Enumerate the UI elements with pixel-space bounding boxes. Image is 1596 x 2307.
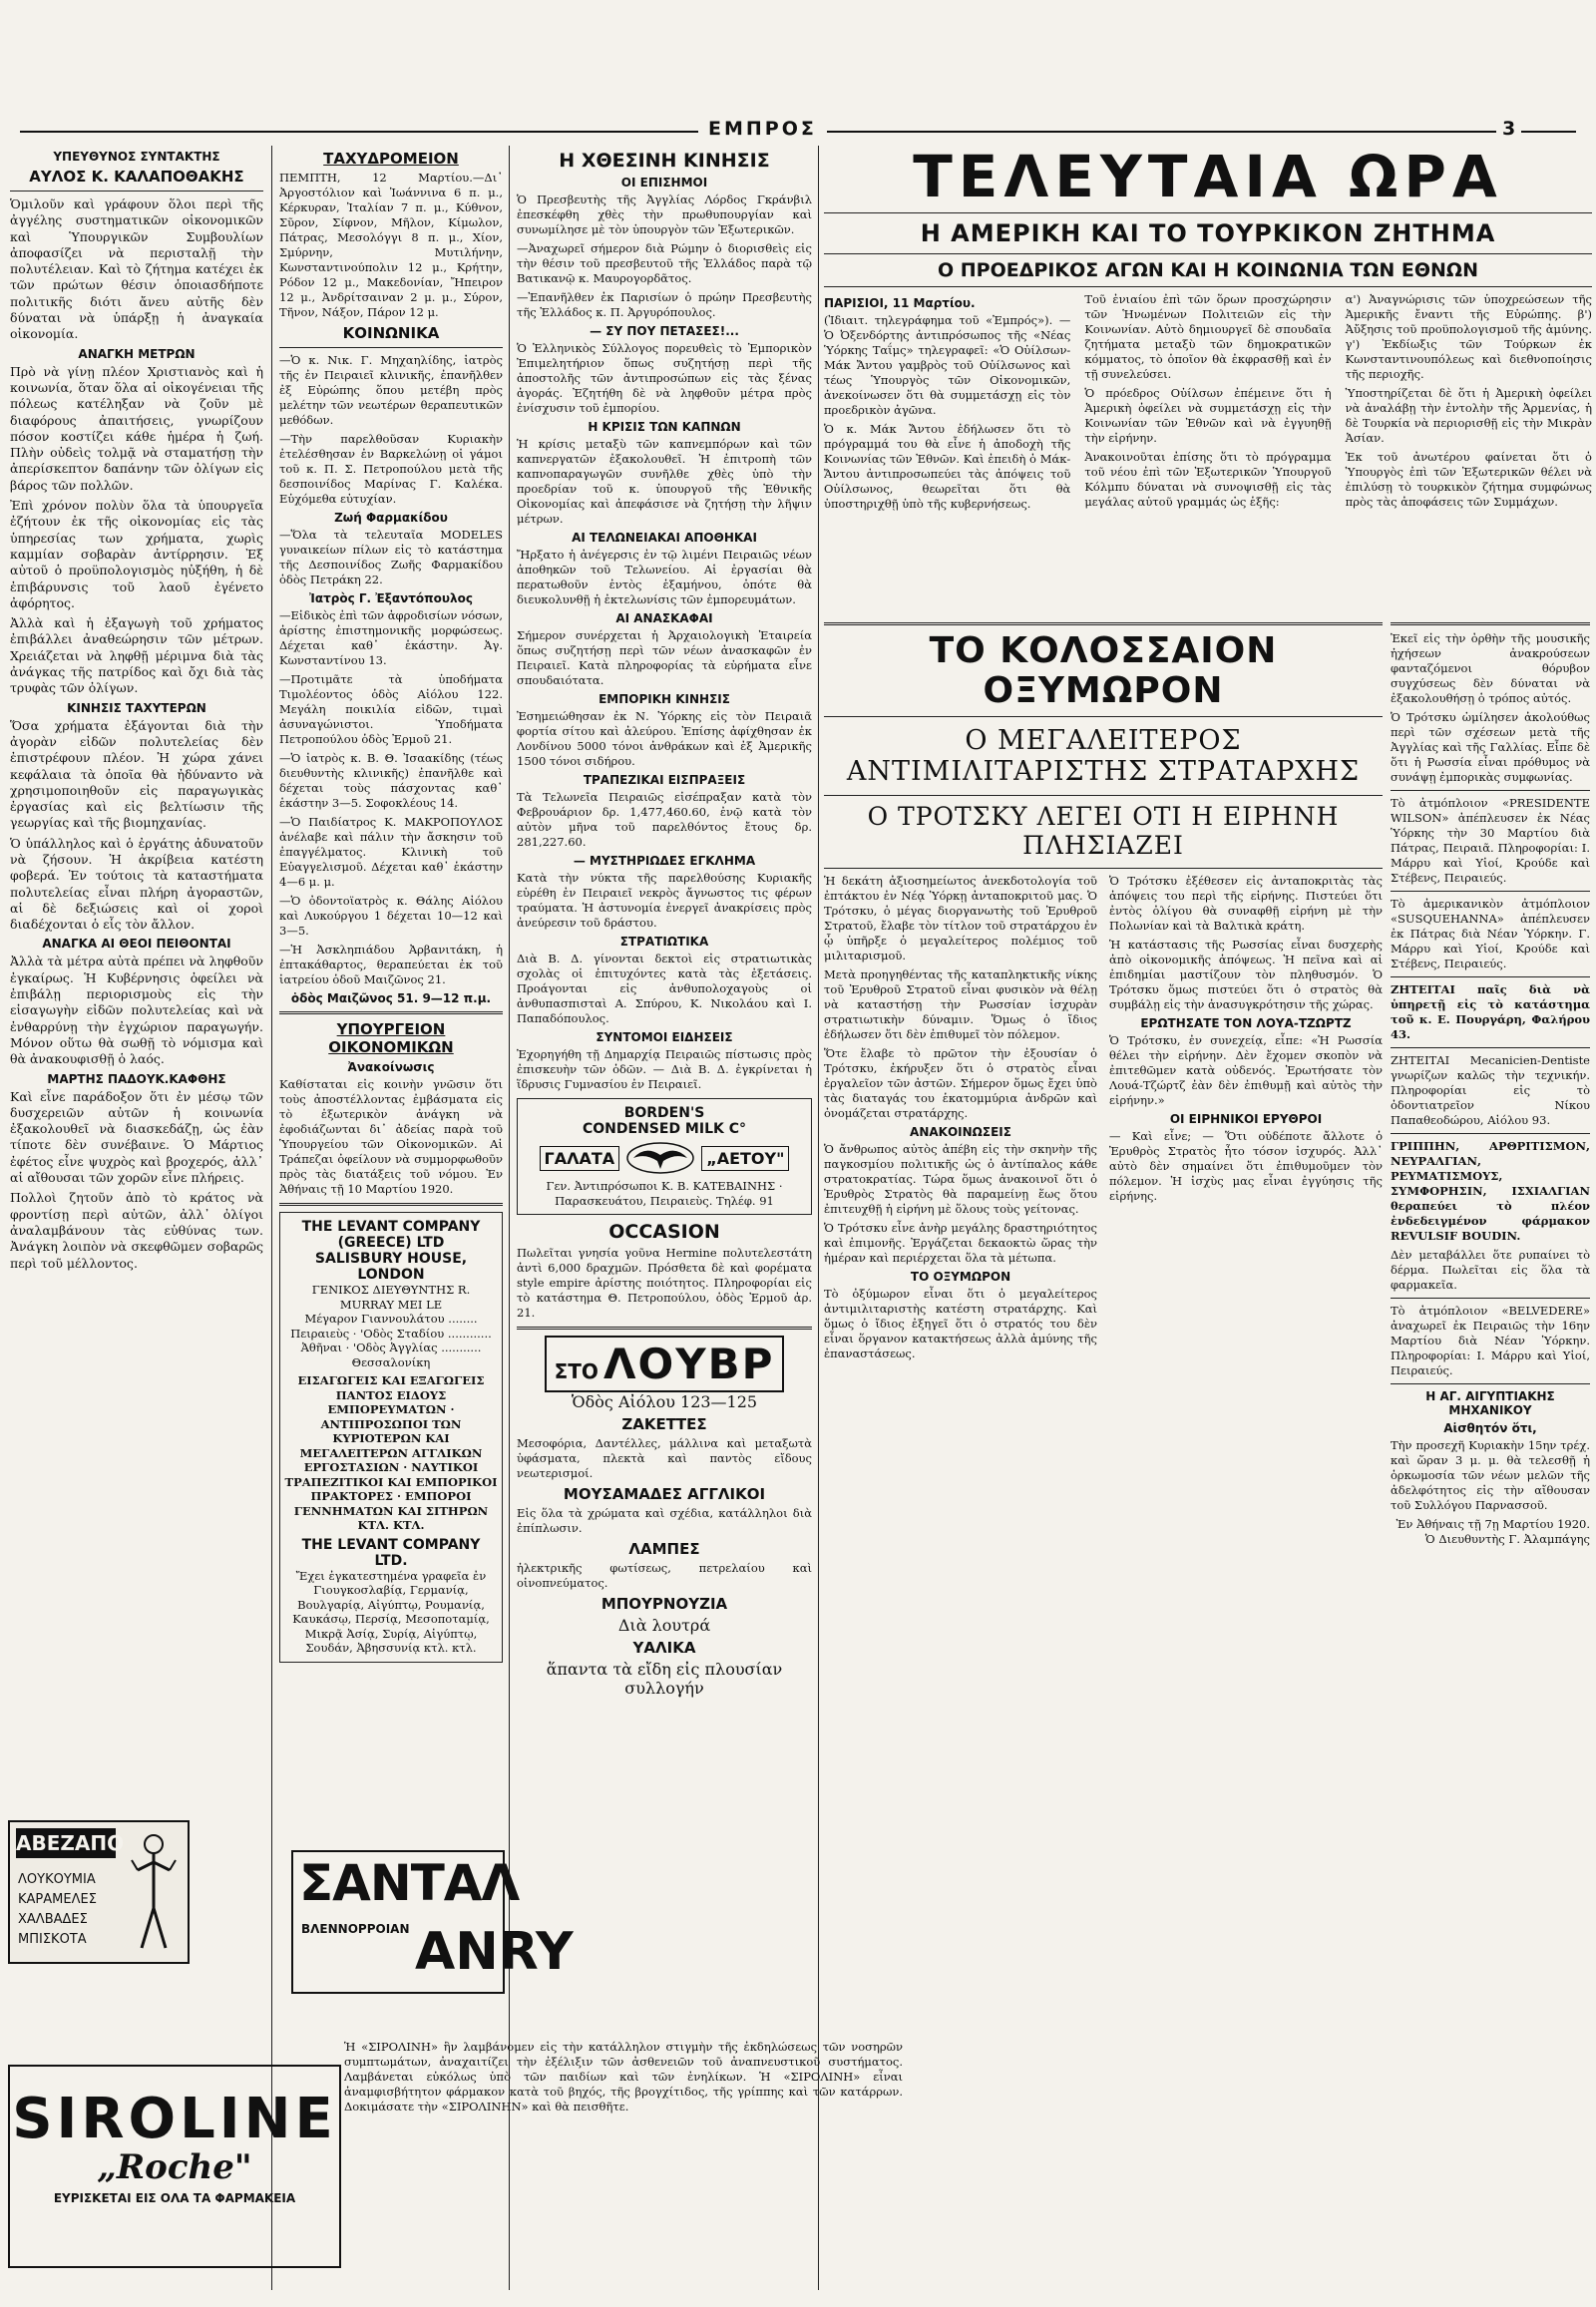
levant-company-ad bbox=[279, 1212, 503, 1663]
last-hour-paragraph: Ὁ κ. Μάκ Ἄντου ἐδήλωσεν ὅτι τὸ πρόγραμμά του θὰ εἶνε ἡ ἀποδοχὴ τῆς Κοινωνίας τῶν Ἐθνῶν. Καὶ ἐπειδὴ ὁ Μάκ-Ἄντου ἀντιπροσωπεύει τὰς ἀπόψεις τοῦ Οὐίλσωνος, θεωρεῖται ὅτι θὰ ὑποστηριχθῇ ὑπὸ τῆς κυβερνήσεως. bbox=[824, 422, 1071, 511]
lampes-text: ἠλεκτρικῆς φωτίσεως, πετρελαίου καὶ οἰνοπνεύματος. bbox=[517, 1561, 812, 1590]
news-subhead: ΑΙ ΤΕΛΩΝΕΙΑΚΑΙ ΑΠΟΘΗΚΑΙ bbox=[572, 531, 757, 545]
article-subhead: ΤΟ ΟΞΥΜΩΡΟΝ bbox=[910, 1270, 1011, 1284]
last-hour-paragraph: Ὑποστηρίζεται δὲ ὅτι ἡ Ἀμερικὴ ὀφείλει νὰ ἀναλάβῃ τὴν ἐντολὴν τῆς Ἀρμενίας, ἡ δὲ Τουρκία νὰ περιορισθῇ εἰς τὴν Μικρὰν Ἀσίαν. bbox=[1345, 386, 1592, 445]
levant-services: ΕΙΣΑΓΩΓΕΙΣ ΚΑΙ ΕΞΑΓΩΓΕΙΣ ΠΑΝΤΟΣ ΕΙΔΟΥΣ ΕΜΠΟΡΕΥΜΑΤΩΝ · ΑΝΤΙΠΡΟΣΩΠΟΙ ΤΩΝ ΚΥΡΙΟΤΕΡΩΝ ΚΑΙ ΜΕΓΑΛΕΙΤΕΡΩΝ ΑΓΓΛΙΚΩΝ ΕΡΓΟΣΤΑΣΙΩΝ · ΝΑΥΤΙΚΟΙ ΤΡΑΠΕΖΙΤΙΚΟΙ ΚΑΙ ΕΜΠΟΡΙΚΟΙ ΠΡΑΚΤΟΡΕΣ · ΕΜΠΟΡΟΙ ΓΕΝΝΗΜΑΤΩΝ ΚΑΙ ΣΙΤΗΡΩΝ ΚΤΛ. ΚΤΛ. bbox=[284, 1373, 498, 1532]
yalika-text: ἅπαντα τὰ εἴδη εἰς πλουσίαν συλλογήν bbox=[546, 1660, 783, 1698]
classified-signature: Ἐν Ἀθήναις τῇ 7ῃ Μαρτίου 1920. Ὁ Διευθυντὴς Γ. Ἀλαμπάγης bbox=[1396, 1517, 1590, 1546]
news-subhead: Η ΚΡΙΣΙΣ ΤΩΝ ΚΑΠΝΩΝ bbox=[588, 420, 741, 434]
louvre-logo bbox=[545, 1336, 785, 1392]
abezapo-product: ΧΑΛΒΑΔΕΣ bbox=[18, 1912, 88, 1927]
louvre-sto: ΣΤΟ bbox=[554, 1359, 598, 1383]
post-schedule: ΠΕΜΠΤΗ, 12 Μαρτίου.—Δι᾽ Ἀργοστόλιον καὶ Ἰωάννινα 6 π. μ., Κέρκυραν, Ἰταλίαν 7 π. μ., Κύθνον, Σῦρον, Σίφνον, Μῆλον, Κίμωλον, Πάτρας, Μεσολόγγι 8 π. μ., Χίον, Σμύρνην, Μυτιλήνην, Κωνσταντινούπολιν 12 μ., Κρήτην, Ρόδον 12 μ., Μακεδονίαν, Ἤπειρον 12 μ., Ἀνδρίτσαιναν 2 μ. μ., Σύρον, Τῆνον, Νάξον, Πάρον 12 μ. bbox=[279, 171, 503, 319]
section-head-finance: ΥΠΟΥΡΓΕΙΟΝ ΟΙΚΟΝΟΜΙΚΩΝ bbox=[328, 1020, 454, 1056]
levant2-text: Ἔχει ἐγκατεστημένα γραφεῖα ἐν Γιουγκοσλαβίᾳ, Γερμανίᾳ, Βουλγαρίᾳ, Αἰγύπτῳ, Ρουμανίᾳ, Καυκάσῳ, Περσίᾳ, Μεσοποταμίᾳ, Μικρᾷ Ἀσίᾳ, Συρίᾳ, Αἰγύπτῳ, Σουδάν, Ἀβησσυνίᾳ κτλ. κτλ. bbox=[292, 1568, 490, 1655]
editorial-subhead: ΜΑΡΤΗΣ ΠΑΔΟΥΚ.ΚΑΦΘΗΣ bbox=[47, 1071, 226, 1086]
oxymoron-columns bbox=[824, 874, 1383, 1365]
editorial-paragraph: Ὁμιλοῦν καὶ γράφουν ὅλοι περὶ τῆς ἀγγέλης συστηματικῶν οἰκονομικῶν καὶ Ὑπουργικῶν Συμβουλίων ἀποφασίζει νὰ περισταλῇ τὴν πολυτέλειαν. Καὶ τὸ ζήτημα κατέχει ἐκ τῶν πρώτων θέσιν ὁποιασδήποτε πολιτικῆς διότι ἄνευ αὐτῆς δὲν δύναται νὰ ὑπάρξῃ ἡ ἀναγκαία οἰκονομία. bbox=[10, 196, 263, 342]
news-subhead: ΑΙ ΑΝΑΣΚΑΦΑΙ bbox=[615, 611, 713, 625]
article-paragraph: — Καὶ εἶνε; — Ὅτι οὐδέποτε ἄλλοτε ὁ Ἐρυθρὸς Στρατὸς ἦτο τόσον ἰσχυρός. Ἀλλ᾽ αὐτὸ δὲν σημαίνει ὅτι ἐπιθυμοῦμεν τὸν πόλεμον. Ἡ ἰσχὺς μας εἶναι ἐγγύησις τῆς εἰρήνης. bbox=[1109, 1129, 1383, 1203]
social-item: —Τὴν παρελθοῦσαν Κυριακὴν ἐτελέσθησαν ἐν Βαρκελώνῃ οἱ γάμοι τοῦ κ. Π. Σ. Πετροπούλου μετὰ τῆς δεσποινίδος Μαρίνας Γ. Καλέκα. Εὐχόμεθα εὐτυχίαν. bbox=[279, 432, 503, 506]
last-hour-paragraph: Ὁ πρόεδρος Οὐίλσων ἐπέμεινε ὅτι ἡ Ἀμερικὴ ὀφείλει νὰ συμμετάσχῃ εἰς τὴν Κοινωνίαν τῶν Ἐθνῶν καὶ νὰ ἐγγυηθῇ τὴν εἰρήνην. bbox=[1084, 386, 1332, 445]
last-hour-paragraph: (Ἰδιαιτ. τηλεγράφημα τοῦ «Ἐμπρός»). — Ὁ Ὀξενδόρτης ἀντιπρόσωπος τῆς «Νέας Ὑόρκης Ταΐμς» τηλεγραφεῖ: «Ὁ Οὐίλσων-Μάκ Ἄντου γαμβρὸς τοῦ Οὐίλσωνος καὶ τέως Ὑπουργὸς τῶν Οἰκονομικῶν, ἀνεκοίνωσεν ὅτι θὰ συμμετάσχῃ εἰς τὸν προεδρικὸν ἀγῶνα. bbox=[824, 313, 1071, 417]
aetou-label: „ΑΕΤΟΥ" bbox=[701, 1146, 789, 1171]
news-item: Κατὰ τὴν νύκτα τῆς παρελθούσης Κυριακῆς εὑρέθη ἐν Πειραιεῖ νεκρὸς ἄγνωστος τις φέρων τραύματα. Ἡ ἀστυνομία ἐνεργεῖ ἀνακρίσεις πρὸς ἀνεύρεσιν τοῦ δράστου. bbox=[517, 871, 812, 930]
news-item: Ἐχορηγήθη τῇ Δημαρχίᾳ Πειραιῶς πίστωσις πρὸς ἐπισκευὴν τῶν ὁδῶν. — Διὰ Β. Δ. ἐγκρίνεται ἡ ἵδρυσις Γυμνασίου ἐν Πειραιεῖ. bbox=[517, 1047, 812, 1091]
section-head-post: ΤΑΧΥΔΡΟΜΕΙΟΝ bbox=[323, 150, 459, 168]
abezapo-ad bbox=[8, 1820, 190, 1964]
article-paragraph: Ὁ Τρότσκυ εἶνε ἀνὴρ μεγάλης δραστηριότητος καὶ ἐπιμονῆς. Ἐργάζεται δεκαοκτὼ ὥρας τὴν ἡμέραν καὶ περιέρχεται ὅλα τὰ μέτωπα. bbox=[824, 1221, 1097, 1265]
finance-notice: Καθίσταται εἰς κοινὴν γνῶσιν ὅτι τοὺς ἀποστέλλοντας ἐμβάσματα εἰς τὸ ἐξωτερικὸν ἀνάγκη νὰ ἐφοδιάζωνται δι᾽ ἀδείας παρὰ τοῦ Ὑπουργείου τῶν Οἰκονομικῶν. Αἱ Τράπεζαι ὀφείλουν νὰ συμμορφωθοῦν πρὸς τὰς διατάξεις τοῦ νόμου. Ἐν Ἀθήναις τῇ 10 Μαρτίου 1920. bbox=[279, 1077, 503, 1196]
news-subhead: ΣΤΡΑΤΙΩΤΙΚΑ bbox=[619, 935, 709, 949]
oxymoron-subhead: Ο ΜΕΓΑΛΕΙΤΕΡΟΣ ΑΝΤΙΜΙΛΙΤΑΡΙΣΤΗΣ ΣΤΡΑΤΑΡΧΗΣ bbox=[846, 725, 1361, 787]
siroline-title: SIROLINE bbox=[12, 2087, 337, 2151]
lampes-head: ΛΑΜΠΕΣ bbox=[628, 1540, 700, 1558]
article-paragraph: Ὁ Τρότσκυ ἐξέθεσεν εἰς ἀνταποκριτὰς τὰς ἀπόψεις του περὶ τῆς εἰρήνης. Πιστεύει ὅτι ἐντὸς ὀλίγου θὰ συναφθῇ εἰρήνη μὲ τὴν Πολωνίαν καὶ τὰ Βαλτικὰ κράτη. bbox=[1109, 874, 1383, 933]
levant2-name: THE LEVANT COMPANY LTD. bbox=[301, 1536, 481, 1569]
yalika-head: ΥΑΛΙΚΑ bbox=[632, 1639, 696, 1657]
news-item: Διὰ Β. Δ. γίνονται δεκτοὶ εἰς στρατιωτικὰς σχολὰς οἱ ἐπιτυχόντες κατὰ τὰς ἐξετάσεις. Προάγονται εἰς ἀνθυπολοχαγοὺς οἱ ἀνθυπασπισταὶ Α. Σπύρου, Κ. Νικολάου καὶ Ι. Παπαδόπουλος. bbox=[517, 952, 812, 1025]
editor-name: ΑΥΛΟΣ Κ. ΚΑΛΑΠΟΘΑΚΗΣ bbox=[29, 168, 244, 186]
louvre-address: Ὁδὸς Αἰόλου 123—125 bbox=[571, 1392, 758, 1411]
social-item: —Ὅλα τὰ τελευταῖα MODELES γυναικείων πίλων εἰς τὸ κατάστημα τῆς Δεσποινίδος Ζωῆς Φαρμακίδου ὁδὸς Πετράκη 22. bbox=[279, 528, 503, 586]
social-address: ὁδὸς Μαιζῶνος 51. 9—12 π.μ. bbox=[290, 991, 492, 1005]
santal-ad bbox=[291, 1850, 574, 1994]
editor-label: ΥΠΕΥΘΥΝΟΣ ΣΥΝΤΑΚΤΗΣ bbox=[53, 150, 220, 164]
article-paragraph: Ἡ κατάστασις τῆς Ρωσσίας εἶναι δυσχερὴς ἀπὸ οἰκονομικῆς ἀπόψεως. Ἡ πεῖνα καὶ αἱ ἐπιδημίαι μαστίζουν τὸν πληθυσμόν. Ὁ Τρότσκυ ὅμως πιστεύει ὅτι ὁ στρατὸς θὰ συμβάλῃ εἰς τὴν ἀνασυγκρότησιν τῆς χώρας. bbox=[1109, 938, 1383, 1011]
levant-offices: Μέγαρον Γιαννουλάτου ........ Πειραιεὺς · 'Οδὸς Σταδίου ............ Ἀθῆναι · 'Οδὸς Ἀγγλίας ........... Θεσσαλονίκη bbox=[290, 1312, 492, 1369]
santal-anry: ANRY bbox=[415, 1922, 574, 1982]
editorial-paragraph: Ὁ ὑπάλληλος καὶ ὁ ἐργάτης ἀδυνατοῦν νὰ ζήσουν. Ἡ ἀκρίβεια κατέστη φοβερά. Ἐν τούτοις τὰ καταστήματα πολυτελείας εἶναι πλήρη ἀγοραστῶν, αἱ δὲ δεξιώσεις καὶ οἱ χοροὶ διαδέχονται ὁ εἷς τὸν ἄλλον. bbox=[10, 835, 263, 933]
editorial-subhead: ΚΙΝΗΣΙΣ ΤΑΧΥΤΕΡΩΝ bbox=[67, 700, 206, 715]
mpournouzia-head: ΜΠΟΥΡΝΟΥΖΙΑ bbox=[600, 1595, 728, 1613]
masthead-title: ΕΜΠΡΟΣ bbox=[698, 118, 827, 140]
news-item: —Ἀναχωρεῖ σήμερον διὰ Ρώμην ὁ διορισθεὶς εἰς τὴν θέσιν τοῦ πρεσβευτοῦ τῆς Ἑλλάδος παρὰ τῷ Βατικανῷ κ. Μαυρογορδᾶτος. bbox=[517, 241, 812, 285]
oxymoron-subhead-2: Ο ΤΡΟΤΣΚΥ ΛΕΓΕΙ ΟΤΙ Η ΕΙΡΗΝΗ ΠΛΗΣΙΑΖΕΙ bbox=[867, 802, 1340, 860]
article-paragraph: Μετὰ προηγηθέντας τῆς καταπληκτικῆς νίκης τοῦ Ἐρυθροῦ Στρατοῦ εἶναι φυσικὸν νὰ θέλῃ νὰ καταστήσῃ τὴν Ρωσσίαν ἰσχυρὰν στρατιωτικὴν δύναμιν. Ὅμως ὁ ἴδιος ἐδήλωσεν ὅτι δὲν ἐπιθυμεῖ τὸν πόλεμον. bbox=[824, 967, 1097, 1041]
classified-item: ΓΡΙΠΠΗΝ, ΑΡΘΡΙΤΙΣΜΟΝ, ΝΕΥΡΑΛΓΙΑΝ, ΡΕΥΜΑΤΙΣΜΟΥΣ, ΣΥΜΦΟΡΗΣΙΝ, ΙΣΧΙΑΛΓΙΑΝ θεραπεύει τὸ πλέον ἐνδεδειγμένον φάρμακον REVULSIF BOUDIN. bbox=[1391, 1139, 1590, 1243]
social-name: Ἰατρὸς Γ. Ἐξαντόπουλος bbox=[309, 591, 473, 605]
column-rule bbox=[271, 146, 272, 2290]
news-subhead: ΕΜΠΟΡΙΚΗ ΚΙΝΗΣΙΣ bbox=[598, 692, 730, 706]
article-subhead: ΕΡΩΤΗΣΑΤΕ ΤΟΝ ΛΟΥΑ-ΤΖΩΡΤΖ bbox=[1140, 1016, 1352, 1030]
levant-manager: ΓΕΝΙΚΟΣ ΔΙΕΥΘΥΝΤΗΣ R. MURRAY MEI LE bbox=[311, 1283, 471, 1312]
editorial-paragraph: Ἀλλὰ τὰ μέτρα αὐτὰ πρέπει νὰ ληφθοῦν ἐγκαίρως. Ἡ Κυβέρνησις ὀφείλει νὰ ἐπιβάλῃ περιορισμοὺς εἰς τὴν εἰσαγωγὴν εἰδῶν πολυτελείας καὶ νὰ ἐνθαρρύνῃ τὴν ἐγχώριον παραγωγήν. Μόνον οὕτω θὰ σωθῇ τὸ νόμισμα καὶ θὰ ἀνακουφισθῇ ὁ λαός. bbox=[10, 954, 263, 1067]
abezapo-product: ΛΟΥΚΟΥΜΙΑ bbox=[18, 1872, 96, 1887]
column-classifieds bbox=[1391, 616, 1590, 1551]
louvre-text: Μεσοφόρια, Δαντέλλες, μάλλινα καὶ μεταξωτὰ ὑφάσματα, πλεκτὰ καὶ παντὸς εἴδους νεωτερισμοί. bbox=[517, 1436, 812, 1480]
oxymoron-title: ΤΟ ΚΟΛΟΣΣΑΙΟΝ ΟΞΥΜΩΡΟΝ bbox=[929, 630, 1278, 711]
article-paragraph: Ὁ ἄνθρωπος αὐτὸς ἀπέβη εἰς τὴν σκηνὴν τῆς παγκοσμίου πολιτικῆς ὡς ὁ ἀντίπαλος κάθε στρατοκρατίας. Τώρα ὅμως ἀνακοινοῖ ὅτι ὁ Ἐρυθρὸς Στρατὸς θὰ παραμείνῃ ἕως ὅτου ἐπιτευχθῇ ἡ εἰρήνη μὲ ὅλους τοὺς γείτονας. bbox=[824, 1142, 1097, 1216]
social-name: Ζωή Φαρμακίδου bbox=[334, 511, 448, 525]
siroline-ad bbox=[8, 2065, 341, 2268]
editorial-paragraph: Πρὸ νὰ γίνῃ πλέον Χριστιανὸς καὶ ἡ κοινωνία, ὅταν ὅλα αἱ οἰκογένειαι τῆς πόλεως κατέληξαν νὰ ζοῦν μὲ διαφόρους ἀπαιτήσεις, γνωρίζουν πόσον κοστίζει κάθε ἡμέρα ἡ ζωή. Πλὴν οὐδεὶς τολμᾷ νὰ σταματήσῃ τὴν ἀπερίσκεπτον δαπάνην τῶν ὀλίγων εἰς βάρος τῶν πολλῶν. bbox=[10, 363, 263, 493]
social-item: —Ὁ Παιδίατρος Κ. ΜΑΚΡΟΠΟΥΛΟΣ ἀνέλαβε καὶ πάλιν τὴν ἄσκησιν τοῦ ἐπαγγέλματος. Κλινικὴ τοῦ Εὐαγγελισμοῦ. Δέχεται καθ᾽ ἑκάστην 4—6 μ. μ. bbox=[279, 815, 503, 889]
bordens-agent: Γεν. Ἀντιπρόσωποι Κ. Β. ΚΑΤΕΒΑΙΝΗΣ · Παρασκευάτου, Πειραιεὺς. Τηλέφ. 91 bbox=[546, 1179, 783, 1208]
masthead bbox=[0, 118, 1596, 142]
eagle-icon bbox=[625, 1141, 695, 1175]
news-item: Ὁ Ἑλληνικὸς Σύλλογος πορευθεὶς τὸ Ἐμπορικὸν Ἐπιμελητήριον ὅπως συζητήσῃ περὶ τῆς ἀποστολῆς τῶν ἀντιπροσώπων εἰς τὰς ξένας ἀγοράς. Ἐζητήθη δὲ νὰ ληφθοῦν μέτρα πρὸς ἐνίσχυσιν τοῦ ἐμπορίου. bbox=[517, 341, 812, 415]
news-item: Ὁ Πρεσβευτὴς τῆς Ἀγγλίας Λόρδος Γκράνβιλ ἐπεσκέφθη χθὲς τὴν πρωθυπουργίαν καὶ συνωμίλησε μὲ τὸν ὑπουργὸν τῶν Ἐξωτερικῶν. bbox=[517, 192, 812, 236]
last-hour-subhead-2: Ο ΠΡΟΕΔΡΙΚΟΣ ΑΓΩΝ ΚΑΙ Η ΚΟΙΝΩΝΙΑ ΤΩΝ ΕΘΝΩΝ bbox=[937, 259, 1478, 281]
louvre-ad bbox=[517, 1336, 812, 1698]
section-head-daily: Η ΧΘΕΣΙΝΗ ΚΙΝΗΣΙΣ bbox=[559, 150, 770, 172]
news-item: Ἤρξατο ἡ ἀνέγερσις ἐν τῷ λιμένι Πειραιῶς νέων ἀποθηκῶν τοῦ Τελωνείου. Αἱ ἐργασίαι θὰ περατωθοῦν ἐντὸς ἑξαμήνου, ὁπότε θὰ διευκολυνθῇ ἡ ἐκτελωνίσις τῶν ἐμπορευμάτων. bbox=[517, 548, 812, 606]
article-paragraph: Ἡ δεκάτη ἀξιοσημείωτος ἀνεκδοτολογία τοῦ ἐπτάκτου ἐν Νέᾳ Ὑόρκῃ ἀνταποκριτοῦ μας. Ὁ Τρότσκυ, ὁ μέγας διοργανωτὴς τοῦ Ἐρυθροῦ Στρατοῦ, ἔλαβε τὸν τίτλον τοῦ στρατάρχου ἐν ᾧ ὑπῆρξε ὁ μεγαλείτερος πολέμιος τοῦ μιλιταρισμοῦ. bbox=[824, 874, 1097, 962]
last-hour-paragraph: Ἐκ τοῦ ἀνωτέρου φαίνεται ὅτι ὁ Ὑπουργὸς ἐπὶ τῶν Ἐξωτερικῶν θέλει νὰ ἐπιλύσῃ τὸ τουρκικὸν ζήτημα συμφώνως πρὸς τὰς ἀποφάσεις τῶν Συμμάχων. bbox=[1345, 450, 1592, 509]
news-subhead: ΤΡΑΠΕΖΙΚΑΙ ΕΙΣΠΡΑΞΕΙΣ bbox=[583, 773, 746, 787]
finance-subhead: Ἀνακοίνωσις bbox=[347, 1060, 435, 1074]
bordens-milk-ad bbox=[517, 1098, 812, 1215]
editorial-paragraph: Ὅσα χρήματα ἐξάγονται διὰ τὴν ἀγορὰν εἰδῶν πολυτελείας δὲν ἐπιστρέφουν πλέον. Ἡ χώρα χάνει κεφάλαια τὰ ὁποῖα θὰ ἠδύναντο νὰ χρησιμοποιηθοῦν εἰς παραγωγικὰς ἐργασίας καὶ εἰς βελτίωσιν τῆς γεωργίας καὶ τῆς βιομηχανίας. bbox=[10, 717, 263, 831]
editorial-subhead: ΑΝΑΓΚΑ ΑΙ ΘΕΟΙ ΠΕΙΘΟΝΤΑΙ bbox=[42, 937, 231, 952]
last-hour-columns bbox=[824, 292, 1592, 516]
siroline-sub: ΕΥΡΙΣΚΕΤΑΙ ΕΙΣ ΟΛΑ ΤΑ ΦΑΡΜΑΚΕΙΑ bbox=[53, 2191, 296, 2205]
mousamades-text: Εἰς ὅλα τὰ χρώματα καὶ σχέδια, κατάλληλοι διὰ ἐπίπλωσιν. bbox=[517, 1506, 812, 1535]
news-item: —Ἐπανῆλθεν ἐκ Παρισίων ὁ πρώην Πρεσβευτὴς τῆς Ἑλλάδος κ. Π. Ἀργυρόπουλος. bbox=[517, 290, 812, 319]
eagle-emblem bbox=[522, 1141, 807, 1175]
article-paragraph: Τὸ ὀξύμωρον εἶναι ὅτι ὁ μεγαλείτερος ἀντιμιλιταριστὴς κατέστη στρατάρχης. Καὶ ὅμως ὁ ἴδιος ἐξηγεῖ ὅτι ὁ στρατός του δὲν εἶναι ὅργανον κατακτήσεως ἀλλὰ ἀμύνης τῆς ἐπαναστάσεως. bbox=[824, 1287, 1097, 1360]
last-hour-paragraph: α') Ἀναγνώρισις τῶν ὑποχρεώσεων τῆς Ἀμερικῆς ἔναντι τῆς Εὐρώπης. β') Ἀὔξησις τοῦ προϋπολογισμοῦ τῆς ἀμύνης. γ') Ἐκδίωξις τῶν Τούρκων ἐκ Κωνσταντινουπόλεως καὶ διεθνοποίησις τῆς περιοχῆς. bbox=[1345, 292, 1592, 381]
bordens-product: CONDENSED MILK C° bbox=[583, 1121, 746, 1137]
news-item: Σήμερον συνέρχεται ἡ Ἀρχαιολογικὴ Ἑταιρεία ὅπως συζητήσῃ περὶ τῶν νέων ἀνασκαφῶν ἐν Πειραιεῖ. Κατὰ πληροφορίας τὰ εὑρήματα εἶνε σπουδαιότατα. bbox=[517, 628, 812, 687]
column-post-social bbox=[279, 146, 503, 1841]
last-hour-subhead: Η ΑΜΕΡΙΚΗ ΚΑΙ ΤΟ ΤΟΥΡΚΙΚΟΝ ΖΗΤΗΜΑ bbox=[920, 219, 1496, 247]
classified-item: Τὸ ἀμερικανικὸν ἀτμόπλοιον «SUSQUEHANNA» ἀπέπλευσεν ἐκ Πάτρας διὰ Νέαν Ὑόρκην. Γ. Μάρρυ καὶ Υἱοί, Κρούδε καὶ Στέβενς, Πειραιεύς. bbox=[1391, 897, 1590, 970]
news-subhead: — ΣΥ ΠΟΥ ΠΕΤΑΣΕΣ!... bbox=[590, 324, 739, 338]
article-paragraph: Ὅτε ἔλαβε τὸ πρῶτον τὴν ἐξουσίαν ὁ Τρότσκυ, ἐκήρυξεν ὅτι ὁ στρατὸς εἶναι ἐργαλεῖον τῶν ἀστῶν. Σήμερον ὅμως ἔχει ὑπὸ τὰς διαταγάς του ἑκατομμύρια ἀνδρῶν καὶ ὀνομάζεται στρατάρχης. bbox=[824, 1046, 1097, 1120]
abezapo-product: ΚΑΡΑΜΕΛΕΣ bbox=[18, 1892, 97, 1907]
levant-address: SALISBURY HOUSE, LONDON bbox=[314, 1251, 468, 1283]
news-item: Τὰ Τελωνεῖα Πειραιῶς εἰσέπραξαν κατὰ τὸν Φεβρουάριον δρ. 1,477,460.60, ἐνῷ κατὰ τὸν αὐτὸν μῆνα τοῦ παρελθόντος ἔτους δρ. 281,227.60. bbox=[517, 790, 812, 849]
classified-subhead: Αἰσθητόν ὅτι, bbox=[1443, 1421, 1537, 1435]
editorial-paragraph: Ἀλλὰ καὶ ἡ ἐξαγωγὴ τοῦ χρήματος ἐπιβάλλει ἀναθεώρησιν τῶν μέτρων. Χρειάζεται νὰ ληφθῇ μέριμνα διὰ τὰς ἀνάγκας τῆς πατρίδος καὶ ὄχι διὰ τὰς τρυφὰς τῶν ὀλίγων. bbox=[10, 615, 263, 696]
news-item: Ἡ κρίσις μεταξὺ τῶν καπνεμπόρων καὶ τῶν καπνεργατῶν ἐξακολουθεῖ. Ἡ ἐπιτροπὴ τῶν καπνοπαραγωγῶν συνῆλθε χθὲς ὑπὸ τὴν προεδρίαν τοῦ κ. ὑπουργοῦ τῆς Ἐθνικῆς Οἰκονομίας καὶ ἀπεφάσισε νὰ ζητήσῃ τὴν λῆψιν μέτρων. bbox=[517, 437, 812, 526]
editorial-paragraph: Ἐπὶ χρόνον πολὺν ὅλα τὰ ὑπουργεῖα ἐζήτουν ἐκ τῆς οἰκονομίας εἰς τὰς ὑπηρεσίας των χρήματα, χωρὶς καμμίαν σοβαρὰν ἀντίρρησιν. Ἐξ αὐτοῦ ὁ προϋπολογισμὸς ηὐξήθη, ἡ δὲ ἐπιβάρυνσις τοῦ λαοῦ ἐγένετο ἀφόρητος. bbox=[10, 498, 263, 610]
classified-item: Ἐκεῖ εἰς τὴν ὀρθὴν τῆς μουσικῆς ἠχήσεων ἀνακρούσεων φανταζόμενοι θόρυβον συγχύσεως δὲν δύναται νὰ ἐξακολουθήσῃ ὁ τρόπος αὐτός. bbox=[1391, 631, 1590, 705]
news-subhead: ΟΙ ΕΠΙΣΗΜΟΙ bbox=[620, 176, 708, 190]
abezapo-product: ΜΠΙΣΚΟΤΑ bbox=[18, 1932, 87, 1947]
last-hour-dateline: ΠΑΡΙΣΙΟΙ, 11 Μαρτίου. bbox=[824, 296, 976, 310]
classified-item: Ὁ Τρότσκυ ὡμίλησεν ἀκολούθως περὶ τῶν σχέσεων μετὰ τῆς Ἀγγλίας καὶ τῆς Γαλλίας. Εἶπε δὲ ὅτι ἡ Ρωσσία εἶναι πρόθυμος νὰ συνάψῃ ἐμπορικὰς συμφωνίας. bbox=[1391, 710, 1590, 784]
section-head-social: ΚΟΙΝΩΝΙΚΑ bbox=[342, 324, 440, 342]
abezapo-products bbox=[18, 1870, 97, 1950]
social-item: —Ὁ ἰατρὸς κ. Β. Θ. Ἰσαακίδης (τέως διευθυντὴς κλινικῆς) ἐπανῆλθε καὶ δέχεται τοὺς πάσχοντας καθ᾽ ἑκάστην 3—5. Σοφοκλέους 14. bbox=[279, 751, 503, 810]
classified-item: ΖΗΤΕΙΤΑΙ παῖς διὰ νὰ ὑπηρετῇ εἰς τὸ κατάστημα τοῦ κ. Ε. Πουργάρη, Φαλήρου 43. bbox=[1391, 982, 1590, 1041]
siroline-description: Ἡ «ΣΙΡΟΛΙΝΗ» ἣν λαμβάνομεν εἰς τὴν κατάλληλον στιγμὴν τῆς ἐκδηλώσεως τῶν νοσηρῶν συμπτωμάτων, ἀναχαιτίζει τὴν ἐξέλιξιν τῶν ἀσθενειῶν τοῦ ἀναπνευστικοῦ συστήματος. Λαμβάνεται εὐκόλως ὑπὸ τῶν παιδίων καὶ τῶν ἐνηλίκων. Ἡ «ΣΙΡΟΛΙΝΗ» εἶναι ἀναμφισβήτητον φάρμακον κατὰ τοῦ βηχός, τῆς βρογχίτιδος, τῆς γρίππης καὶ τῶν κατάρρων. Δοκιμάσατε τὴν «ΣΙΡΟΛΙΝΗΝ» καὶ θὰ πεισθῆτε. bbox=[344, 2040, 903, 2114]
siroline-roche: „Roche" bbox=[97, 2147, 252, 2187]
classified-item: Δὲν μεταβάλλει ὅτε ρυπαίνει τὸ δέρμα. Πωλεῖται εἰς ὅλα τὰ φαρμακεῖα. bbox=[1391, 1248, 1590, 1292]
last-hour-title: ΤΕΛΕΥΤΑΙΑ ΩΡΑ bbox=[913, 143, 1503, 210]
figure-illustration-icon bbox=[128, 1830, 180, 1954]
classified-head: Η ΑΓ. ΑΙΓΥΠΤΙΑΚΗΣ ΜΗΧΑΝΙΚΟΥ bbox=[1425, 1389, 1555, 1417]
editorial-paragraph: Καὶ εἶνε παράδοξον ὅτι ἐν μέσῳ τῶν δυσχερειῶν αὐτῶν ἡ κοινωνία ἐξακολουθεῖ νὰ διασκεδάζῃ, ὡς ἐὰν τίποτε δὲν συνέβαινε. Ὁ Μάρτιος ἐφέτος εἶνε ψυχρὸς καὶ βροχερός, ἀλλ᾽ αἱ αἴθουσαι τῶν χορῶν εἶνε πλήρεις. bbox=[10, 1088, 263, 1186]
classified-item: ΖΗΤΕΙΤΑΙ Mecanicien-Dentiste γνωρίζων καλῶς τὴν τεχνικήν. Πληροφορίαι εἰς τὸ ὀδοντιατρεῖον Νίκου Παπαθεοδώρου, Αἰόλου 93. bbox=[1391, 1053, 1590, 1127]
news-subhead: ΣΥΝΤΟΜΟΙ ΕΙΔΗΣΕΙΣ bbox=[596, 1030, 733, 1044]
abezapo-title: ΑΒΕΖΑΠΟ bbox=[16, 1828, 116, 1858]
social-item: —Προτιμᾶτε τὰ ὑποδήματα Τιμολέοντος ὁδὸς Αἰόλου 122. Μεγάλη ποικιλία εἰδῶν, τιμαὶ ἀσυναγώνιστοι. Ὑποδήματα Πετροπούλου ὁδὸς Ἐρμοῦ 21. bbox=[279, 672, 503, 746]
mousamades-head: ΜΟΥΣΑΜΑΔΕΣ ΑΓΓΛΙΚΟΙ bbox=[563, 1485, 766, 1503]
article-paragraph: Ὁ Τρότσκυ, ἐν συνεχείᾳ, εἶπε: «Ἡ Ρωσσία θέλει τὴν εἰρήνην. Δὲν ἔχομεν σκοπὸν νὰ ἐπιτεθῶμεν κατὰ οὐδενός. Ἐρωτήσατε τὸν Λουά-Τζώρτζ ἐὰν δὲν ἐπιθυμῇ καὶ αὐτὸς τὴν εἰρήνην.» bbox=[1109, 1033, 1383, 1107]
last-hour-paragraph: Τοῦ ἐνιαίου ἐπὶ τῶν ὅρων προσχώρησιν τῶν Ἡνωμένων Πολιτειῶν εἰς τὴν Κοινωνίαν. Αὐτὸ δημιουργεῖ δὲ σπουδαῖα ζητήματα μεταξὺ τῶν δημοκρατικῶν κόμματος, τὸ ὁποῖον θὰ ἐκφρασθῇ καὶ ἐν τῇ συνελεύσει. bbox=[1084, 292, 1332, 381]
galata-label: ΓΑΛΑΤΑ bbox=[540, 1146, 620, 1171]
last-hour-section bbox=[824, 143, 1592, 516]
mpournouzia-sub: Διὰ λουτρά bbox=[617, 1616, 711, 1635]
santal-title: ΣΑΝΤΑΛ bbox=[299, 1854, 520, 1912]
social-item: —Ὁ κ. Νικ. Γ. Μηχαηλίδης, ἰατρὸς τῆς ἐν Πειραιεῖ κλινικῆς, ἐπανῆλθεν ἐξ Εὐρώπης ὅπου μετέβη πρὸς μελέτην τῶν νεωτέρων θεραπευτικῶν μεθόδων. bbox=[279, 353, 503, 427]
column-editorial bbox=[10, 146, 263, 1811]
page-number: 3 bbox=[1496, 118, 1521, 140]
editorial-paragraph: Πολλοὶ ζητοῦν ἀπὸ τὸ κράτος νὰ φροντίσῃ περὶ αὐτῶν, ἀλλ᾽ ὀλίγοι ἀναλαμβάνουν τὰς εὐθύνας των. Ἀνάγκη λοιπὸν νὰ σκεφθῶμεν σοβαρῶς περὶ τοῦ μέλλοντος. bbox=[10, 1190, 263, 1271]
social-item: —Εἰδικὸς ἐπὶ τῶν ἀφροδισίων νόσων, ἀρίστης ἐπιστημονικῆς μορφώσεως. Δέχεται καθ᾽ ἑκάστην. Ἀγ. Κωνσταντίνου 13. bbox=[279, 608, 503, 667]
santal-sub: ΒΛΕΝΝΟΡΡΟΙΑΝ bbox=[301, 1922, 410, 1936]
louvre-subhead: ΖΑΚΕΤΤΕΣ bbox=[621, 1415, 707, 1433]
bordens-brand: BORDEN'S bbox=[623, 1105, 705, 1121]
article-subhead: ΟΙ ΕΙΡΗΝΙΚΟΙ ΕΡΥΘΡΟΙ bbox=[1169, 1112, 1323, 1126]
social-item: —Ἡ Ἀσκληπιάδου Ἀρβανιτάκη, ἡ ἐπτακάθαρτος, θεραπεύεται ἐκ τοῦ ἰατρείου ὁδοῦ Μαιζῶνος 21. bbox=[279, 943, 503, 986]
column-rule bbox=[818, 146, 819, 2290]
louvre-name: ΛΟΥΒΡ bbox=[602, 1340, 775, 1388]
news-subhead: — ΜΥΣΤΗΡΙΩΔΕΣ ΕΓΚΛΗΜΑ bbox=[573, 854, 756, 868]
classified-item: Τὸ ἀτμόπλοιον «PRESIDENTE WILSON» ἀπέπλευσεν ἐκ Νέας Ὑόρκης τὴν 30 Μαρτίου διὰ Πάτρας, Πειραιᾶ. Πληροφορίαι: Ι. Μάρρυ καὶ Υἱοί, Κρούδε καὶ Στέβενς, Πειραιεύς. bbox=[1391, 796, 1590, 885]
levant-name: THE LEVANT COMPANY (GREECE) LTD bbox=[301, 1219, 481, 1251]
column-daily-news bbox=[517, 146, 812, 2021]
social-item: —Ὁ ὀδοντοϊατρὸς κ. Θάλης Αἰόλου καὶ Λυκούργου 1 δέχεται 10—12 καὶ 3—5. bbox=[279, 894, 503, 938]
occasion-text: Πωλεῖται γνησία γοῦνα Hermine πολυτελεστάτη ἀντὶ 6,000 δραχμῶν. Πρόσθετα δὲ καὶ φορέματα style empire ἀρίστης ποιότητος. Πληροφορίαι εἰς τὸ κατάστημα Θ. Πετροπούλου, ὁδὸς Ἐρμοῦ ἀρ. 21. bbox=[517, 1246, 812, 1320]
article-subhead: ΑΝΑΚΟΙΝΩΣΕΙΣ bbox=[910, 1125, 1011, 1139]
oxymoron-article bbox=[824, 616, 1383, 1365]
occasion-head: OCCASION bbox=[608, 1221, 720, 1243]
classified-item: Τὸ ἀτμόπλοιον «BELVEDERE» ἀναχωρεῖ ἐκ Πειραιῶς τὴν 16ην Μαρτίου διὰ Νέαν Ὑόρκην. Πληροφορίαι: Ι. Μάρρυ καὶ Υἱοί, Πειραιεύς. bbox=[1391, 1304, 1590, 1377]
last-hour-paragraph: Ἀνακοινοῦται ἐπίσης ὅτι τὸ πρόγραμμα τοῦ νέου ἐπὶ τῶν Ἐξωτερικῶν Ὑπουργοῦ Κόλμπυ δύναται νὰ συνοψισθῇ εἰς τὰς μεγάλας αὐτοῦ γραμμάς ὡς ἑξῆς: bbox=[1084, 450, 1332, 509]
news-item: Ἐσημειώθησαν ἐκ Ν. Ὑόρκης εἰς τὸν Πειραιᾶ φορτία σίτου καὶ ἀλεύρου. Ἐπίσης ἀφίχθησαν ἐκ Λονδίνου 5000 τόνοι ἀνθράκων καὶ ἐξ Ἀμερικῆς 1500 τόνοι σιδήρου. bbox=[517, 709, 812, 768]
classified-item: Τὴν προσεχῆ Κυριακὴν 15ην τρέχ. καὶ ὥραν 3 μ. μ. θὰ τελεσθῇ ἡ ὁρκωμοσία τῶν νέων μελῶν τῆς ἀδελφότητος εἰς τὴν αἴθουσαν τοῦ Συλλόγου Παρνασσοῦ. bbox=[1391, 1438, 1590, 1512]
editorial-subhead: ΑΝΑΓΚΗ ΜΕΤΡΩΝ bbox=[78, 346, 196, 361]
